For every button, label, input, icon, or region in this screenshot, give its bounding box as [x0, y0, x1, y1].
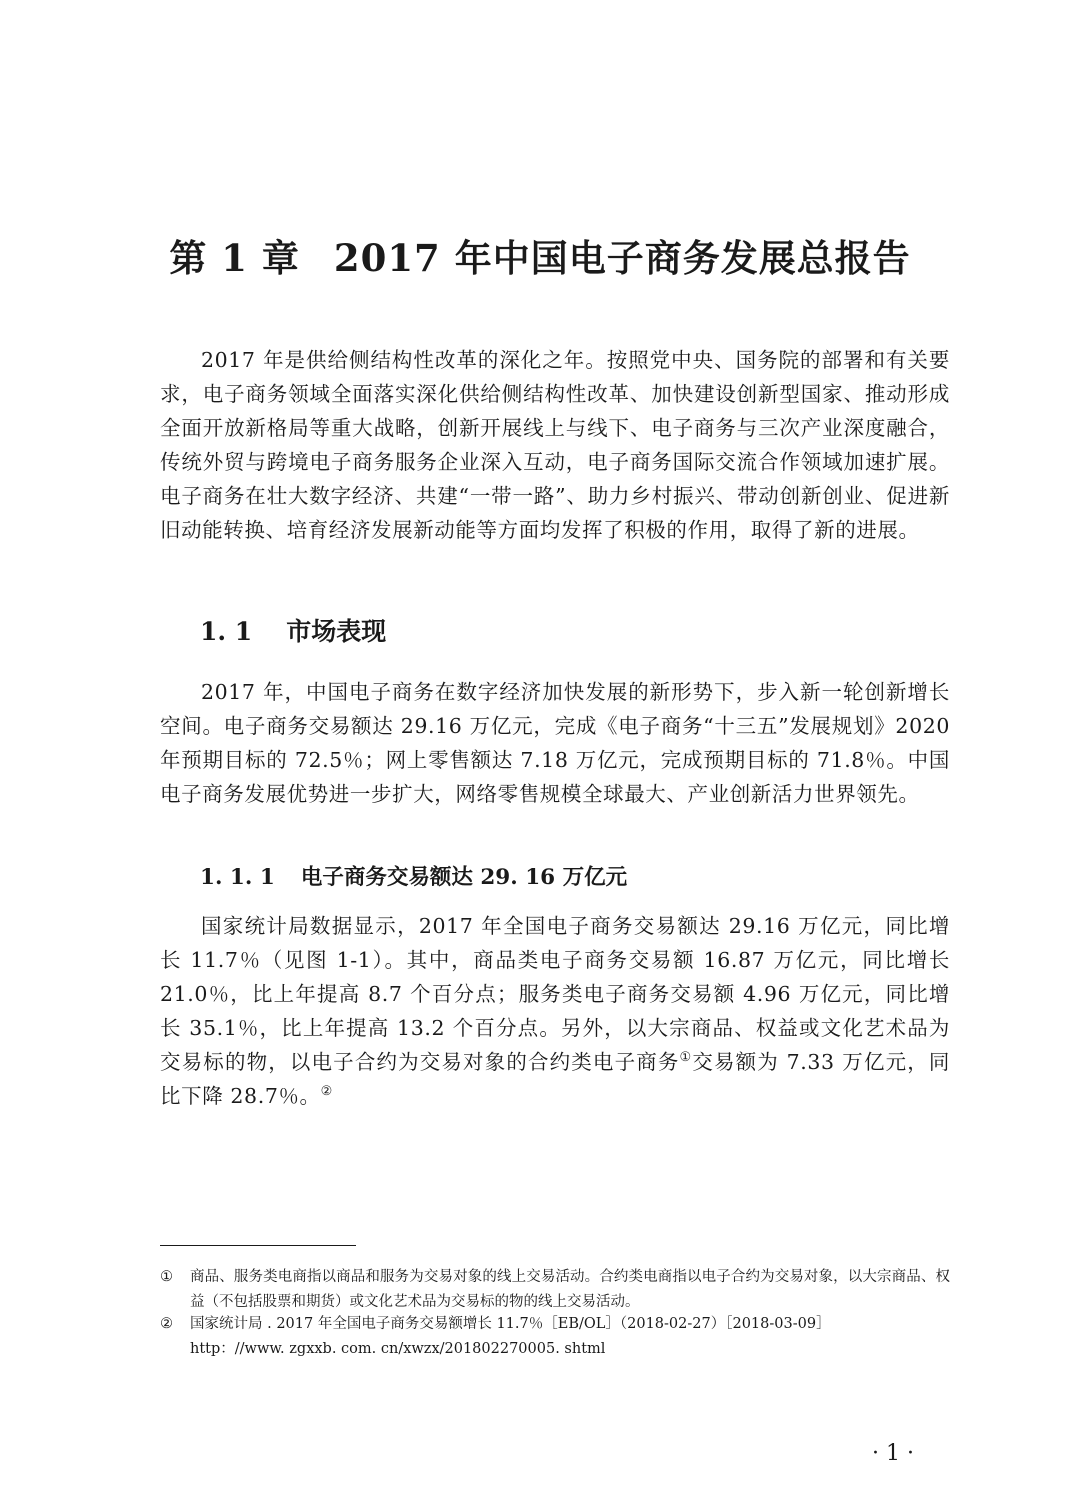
- footnote-ref-1[interactable]: ①: [679, 1050, 693, 1065]
- subsection-number: 1. 1. 1: [200, 865, 275, 890]
- footnote-divider: [160, 1245, 356, 1246]
- footnote-text-2: 国家统计局 . 2017 年全国电子商务交易额增长 11.7％［EB/OL］（2018-02-27）［2018-03-09］: [190, 1316, 831, 1332]
- subsection-paragraph: [160, 909, 950, 1113]
- section-title: 市场表现: [286, 617, 387, 646]
- footnote-2: [160, 1312, 950, 1362]
- footnote-mark-1: ①: [160, 1269, 173, 1285]
- section-paragraph: 2017 年，中国电子商务在数字经济加快发展的新形势下，步入新一轮创新增长空间。电子商务交易额达 29.16 万亿元，完成《电子商务“十三五”发展规划》2020 年预期目标的 72.5％；网上零售额达 7.18 万亿元，完成预期目标的 71.8％。中国电子商务发展优势进一步扩大，网络零售规模全球最大、产业创新活力世界领先。: [160, 680, 950, 806]
- section-number: 1. 1: [200, 617, 253, 646]
- intro-paragraph: 2017 年是供给侧结构性改革的深化之年。按照党中央、国务院的部署和有关要求，电子商务领域全面落实深化供给侧结构性改革、加快建设创新型国家、推动形成全面开放新格局等重大战略，创新开展线上与线下、电子商务与三次产业深度融合，传统外贸与跨境电子商务服务企业深入互动，电子商务国际交流合作领域加速扩展。电子商务在壮大数字经济、共建“一带一路”、助力乡村振兴、带动创新创业、促进新旧动能转换、培育经济发展新动能等方面均发挥了积极的作用，取得了新的进展。: [160, 348, 950, 542]
- subsection-paragraph-part2: 交易额为 7.33 万亿元，同比下降 28.7％。: [160, 1050, 950, 1108]
- subsection-title: 电子商务交易额达 29. 16 万亿元: [300, 865, 628, 890]
- subsection-heading: [200, 860, 627, 891]
- footnote-1: [160, 1265, 950, 1315]
- footnote-body-2: [190, 1312, 950, 1362]
- section-heading: [200, 612, 386, 648]
- chapter-number: 第 1 章: [169, 236, 300, 280]
- chapter-title: [0, 228, 1080, 282]
- footnote-url[interactable]: http：//www. zgxxb. com. cn/xwzx/201802270005. shtml: [190, 1341, 606, 1357]
- footnote-text-1: 商品、服务类电商指以商品和服务为交易对象的线上交易活动。合约类电商指以电子合约为交易对象，以大宗商品、权益（不包括股票和期货）或文化艺术品为交易标的物的线上交易活动。: [190, 1269, 950, 1310]
- page-number: · 1 ·: [872, 1441, 914, 1466]
- chapter-title-text: 2017 年中国电子商务发展总报告: [333, 236, 911, 280]
- footnote-mark-2: ②: [160, 1316, 173, 1332]
- footnote-ref-2[interactable]: ②: [320, 1084, 333, 1099]
- subsection-paragraph-part1: 国家统计局数据显示，2017 年全国电子商务交易额达 29.16 万亿元，同比增长 11.7％（见图 1-1）。其中，商品类电子商务交易额 16.87 万亿元，同比增长 21.0％，比上年提高 8.7 个百分点；服务类电子商务交易额 4.96 万亿元，同比增长 35.1％，比上年提高 13.2 个百分点。另外，以大宗商品、权益或文化艺术品为交易标的物，以电子合约为交易对象的合约类电子商务: [160, 914, 950, 1074]
